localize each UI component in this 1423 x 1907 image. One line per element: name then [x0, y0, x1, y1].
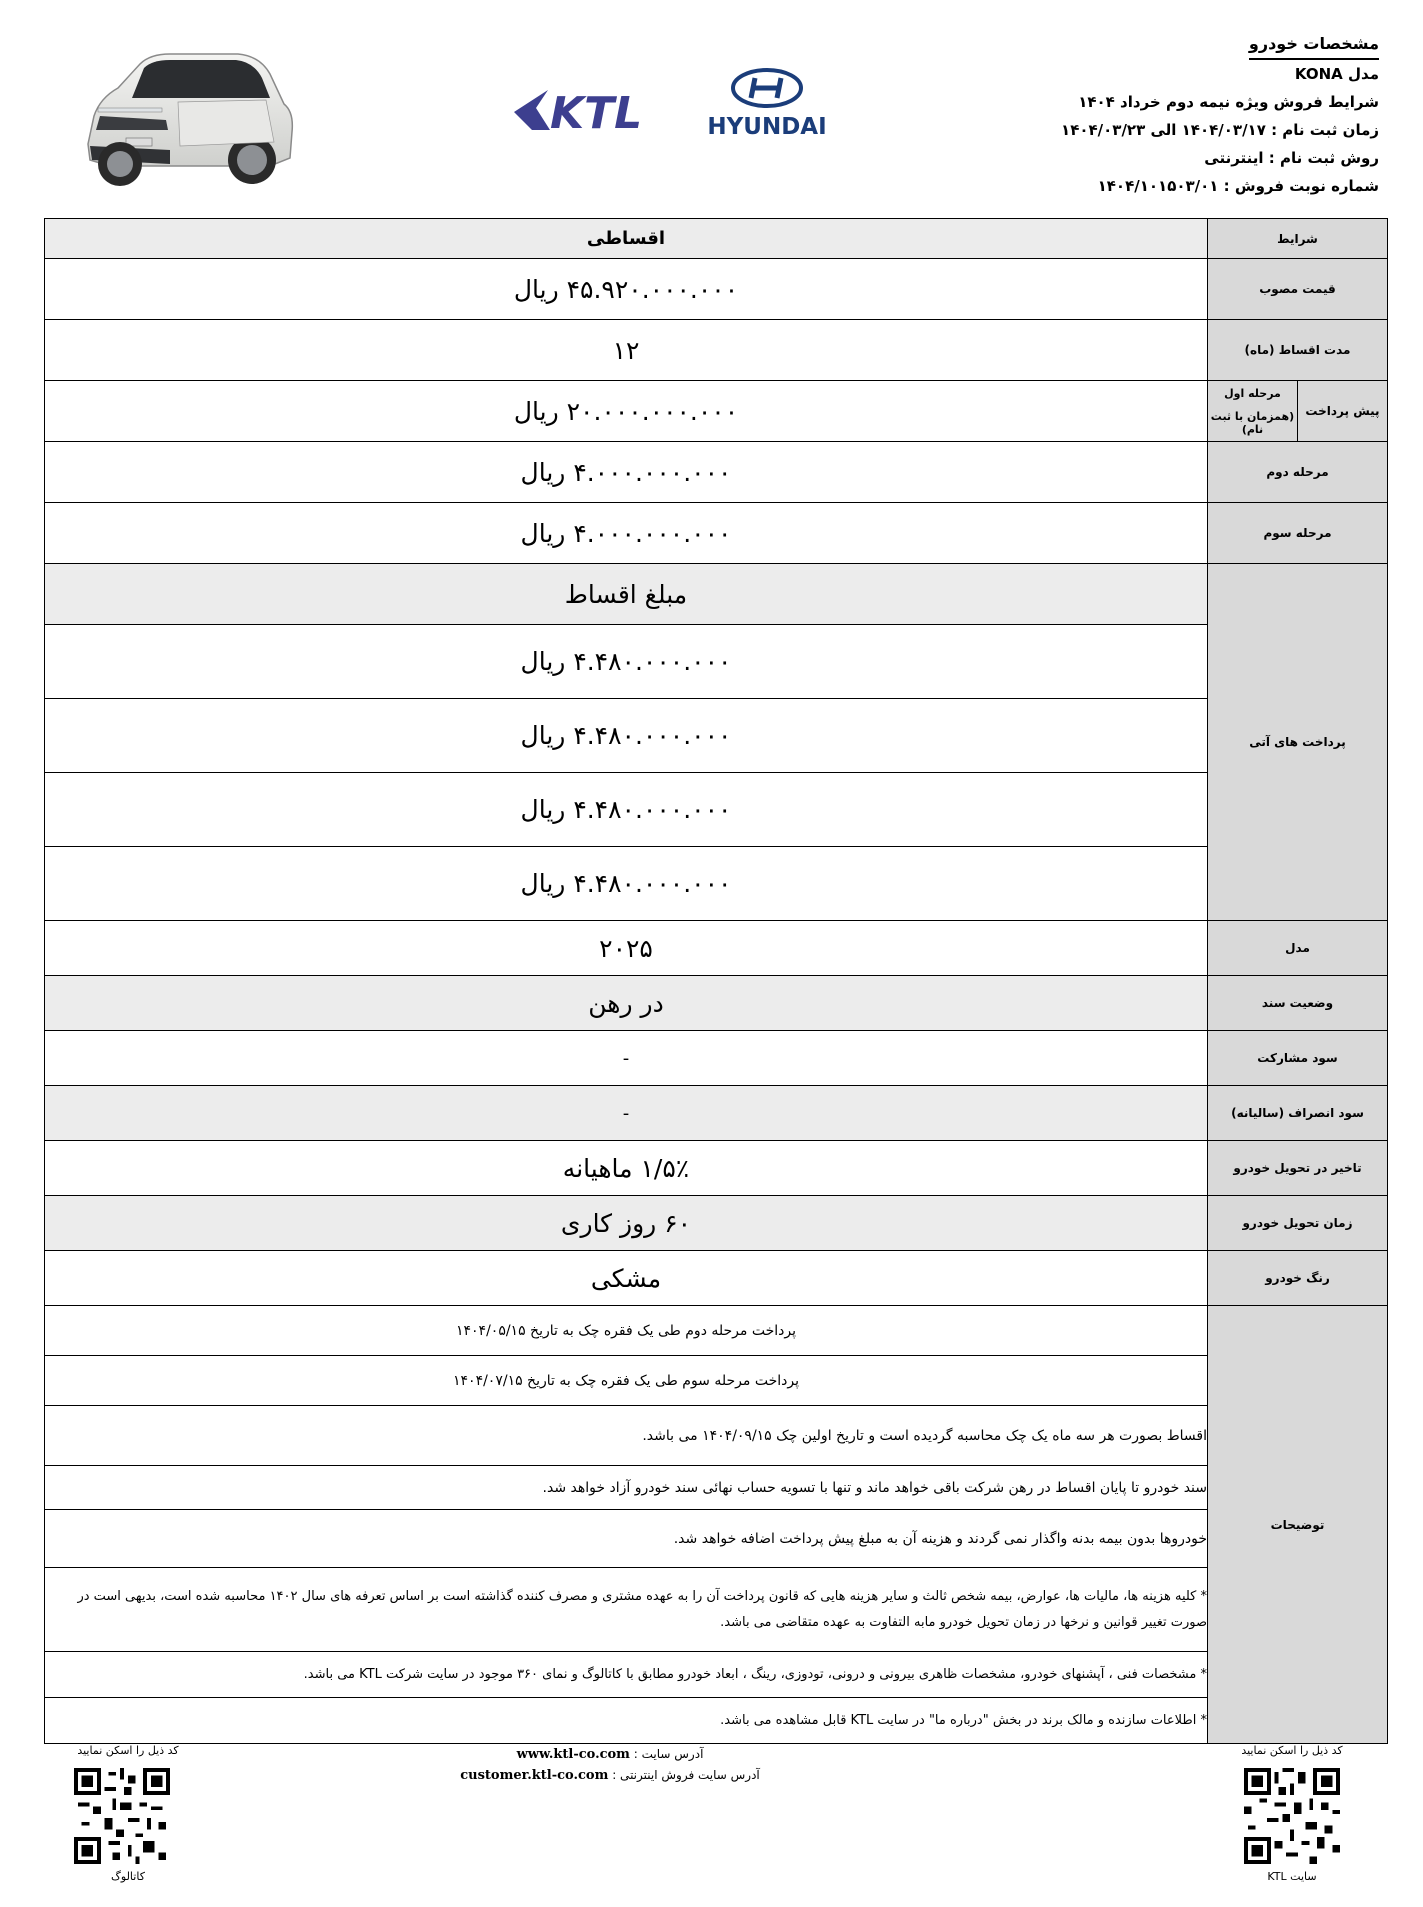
cancellation-profit-value: -	[45, 1086, 1208, 1141]
hyundai-logo	[695, 68, 840, 140]
model-line: مدل KONA	[1294, 65, 1379, 83]
conditions-label: شرایط	[1208, 219, 1388, 259]
participation-profit-value: -	[45, 1031, 1208, 1086]
participation-profit-label: سود مشارکت	[1208, 1031, 1388, 1086]
color-label: رنگ خودرو	[1208, 1251, 1388, 1306]
future-payments-label: پرداخت های آتی	[1208, 564, 1388, 921]
installment-1-value: ۴.۴۸۰.۰۰۰.۰۰۰ ریال	[45, 625, 1208, 699]
hyundai-logo-text: HYUNDAI	[707, 114, 827, 140]
notes-label: توضیحات	[1208, 1306, 1388, 1744]
header-info	[999, 30, 1379, 200]
note-7: * مشخصات فنی ، آپشنهای خودرو، مشخصات ظاهری بیرونی و درونی، تودوزی، رینگ ، ابعاد خودرو مطابق با کاتالوگ و نمای ۳۶۰ موجود در سایت شرکت KTL می باشد.	[45, 1652, 1208, 1698]
qr-right-caption-top: کد ذیل را اسکن نمایید	[1241, 1744, 1343, 1757]
note-4: سند خودرو تا پایان اقساط در رهن شرکت باقی خواهد ماند و تنها با تسویه حساب نهائی سند خودرو آزاد خواهد شد.	[45, 1466, 1208, 1510]
note-2: پرداخت مرحله سوم طی یک فقره چک به تاریخ ۱۴۰۴/۰۷/۱۵	[45, 1356, 1208, 1406]
conditions-value: اقساطی	[45, 219, 1208, 259]
footer-addresses	[420, 1744, 800, 1786]
installment-amount-header: مبلغ اقساط	[45, 564, 1208, 625]
delivery-delay-value: ۱/۵٪ ماهیانه	[45, 1141, 1208, 1196]
stage3-value: ۴.۰۰۰.۰۰۰.۰۰۰ ریال	[45, 503, 1208, 564]
ktl-logo-text: KTL	[550, 88, 643, 134]
installment-duration-label: مدت اقساط (ماه)	[1208, 320, 1388, 381]
installment-3-value: ۴.۴۸۰.۰۰۰.۰۰۰ ریال	[45, 773, 1208, 847]
note-6: * کلیه هزینه ها، مالیات ها، عوارض، بیمه شخص ثالث و سایر هزینه هایی که قانون پرداخت آن را به عهده مشتری و مصرف کننده گذاشته است بر اساس تعرفه های سال ۱۴۰۲ محاسبه شده است، بدیهی است در صورت تغییر قوانین و نرخها در زمان تحویل خودرو مابه التفاوت به عهده متقاضی می باشد.	[45, 1568, 1208, 1652]
stage1-sublabel: (همزمان با ثبت نام)	[1210, 409, 1295, 436]
qr-left-caption-top: کد ذیل را اسکن نمایید	[77, 1744, 179, 1757]
stage2-label: مرحله دوم	[1208, 442, 1388, 503]
sales-site-url-link[interactable]: customer.ktl-co.com	[460, 1768, 609, 1783]
qr-left-caption-bottom: کاتالوگ	[111, 1870, 145, 1883]
catalog-qr-code[interactable]	[74, 1768, 170, 1864]
model-year-value: ۲۰۲۵	[45, 921, 1208, 976]
note-5: خودروها بدون بیمه بدنه واگذار نمی گردند و هزینه آن به مبلغ پیش پرداخت اضافه خواهد شد.	[45, 1510, 1208, 1568]
sales-site-label: آدرس سایت فروش اینترنتی :	[612, 1768, 760, 1782]
car-image	[70, 46, 300, 196]
stage3-label: مرحله سوم	[1208, 503, 1388, 564]
document-status-label: وضعیت سند	[1208, 976, 1388, 1031]
model-year-label: مدل	[1208, 921, 1388, 976]
stage1-label: مرحله اول	[1224, 386, 1281, 400]
note-8: * اطلاعات سازنده و مالک برند در بخش "درباره ما" در سایت KTL قابل مشاهده می باشد.	[45, 1698, 1208, 1744]
sales-conditions-table	[44, 218, 1388, 1744]
site-url-link[interactable]: www.ktl-co.com	[516, 1747, 630, 1762]
ktl-site-qr-code[interactable]	[1244, 1768, 1340, 1864]
delivery-delay-label: تاخیر در تحویل خودرو	[1208, 1141, 1388, 1196]
stage2-value: ۴.۰۰۰.۰۰۰.۰۰۰ ریال	[45, 442, 1208, 503]
site-label: آدرس سایت :	[633, 1747, 704, 1761]
delivery-time-label: زمان تحویل خودرو	[1208, 1196, 1388, 1251]
page-title: مشخصات خودرو	[1249, 30, 1379, 60]
installment-2-value: ۴.۴۸۰.۰۰۰.۰۰۰ ریال	[45, 699, 1208, 773]
stage1-label-cell	[1208, 381, 1298, 442]
note-3: اقساط بصورت هر سه ماه یک چک محاسبه گردیده است و تاریخ اولین چک ۱۴۰۴/۰۹/۱۵ می باشد.	[45, 1406, 1208, 1466]
approved-price-label: قیمت مصوب	[1208, 259, 1388, 320]
ktl-logo	[510, 84, 675, 134]
sale-round-line: شماره نوبت فروش : ۱۴۰۴/۱۰۱۵۰۳/۰۱	[1097, 177, 1379, 195]
sale-terms-line: شرایط فروش ویژه نیمه دوم خرداد ۱۴۰۴	[1078, 93, 1379, 111]
delivery-time-value: ۶۰ روز کاری	[45, 1196, 1208, 1251]
installment-duration-value: ۱۲	[45, 320, 1208, 381]
prepayment-label: پیش پرداخت	[1298, 381, 1388, 442]
cancellation-profit-label: سود انصراف (سالیانه)	[1208, 1086, 1388, 1141]
note-1: پرداخت مرحله دوم طی یک فقره چک به تاریخ ۱۴۰۴/۰۵/۱۵	[45, 1306, 1208, 1356]
qr-right-caption-bottom: سایت KTL	[1267, 1870, 1317, 1883]
installment-4-value: ۴.۴۸۰.۰۰۰.۰۰۰ ریال	[45, 847, 1208, 921]
document-status-value: در رهن	[45, 976, 1208, 1031]
stage1-value: ۲۰.۰۰۰.۰۰۰.۰۰۰ ریال	[45, 381, 1208, 442]
registration-time-line: زمان ثبت نام : ۱۴۰۴/۰۳/۱۷ الی ۱۴۰۴/۰۳/۲۳	[1061, 121, 1379, 139]
approved-price-value: ۴۵.۹۲۰.۰۰۰.۰۰۰ ریال	[45, 259, 1208, 320]
registration-method-line: روش ثبت نام : اینترنتی	[1204, 149, 1379, 167]
color-value: مشکی	[45, 1251, 1208, 1306]
